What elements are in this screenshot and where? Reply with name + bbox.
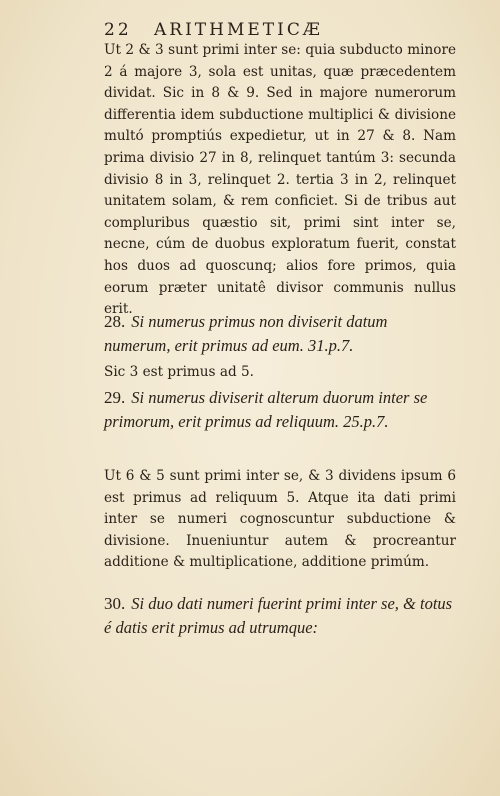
proposition-text: Si numerus diviserit alterum duorum inter se primorum, erit primus ad reliquum. 25.p.7. [104,388,428,431]
running-title: ARITHMETICÆ [154,20,323,40]
paragraph-3: Ut 6 & 5 sunt primi inter se, & 3 dividens ipsum 6 est primus ad reliquum 5. Atque ita dati primi inter se numeri cognoscuntur subductione & divisione. Inueniuntur autem & procreantur additione & multiplicatione, additione primúm. [104,468,456,571]
paragraph-2: Sic 3 est primus ad 5. [104,364,254,380]
proposition-30 [104,592,456,640]
proposition-28 [104,310,456,358]
proposition-text: Si duo dati numeri fuerint primi inter se, & totus é datis erit primus ad utrumque: [104,594,453,637]
proposition-text: Si numerus primus non diviserit datum numerum, erit primus ad eum. 31.p.7. [104,312,388,355]
proposition-number: 29. [104,388,126,407]
paragraph-1: Ut 2 & 3 sunt primi inter se: quia subducto minore 2 á majore 3, sola est unitas, quæ præcedentem dividat. Sic in 8 & 9. Sed in majore numerorum differentia idem subductione multiplici & divisione multó promptiús expedietur, ut in 27 & 8. Nam prima divisio 27 in 8, relinquet tantúm 3: secunda divisio 8 in 3, relinquet 2. tertia 3 in 2, relinquet unitatem solam, & rem conficiet. Si de tribus aut compluribus quæstio sit, primi sint inter se, necne, cúm de duobus exploratum fuerit, constat hos duos ad quoscunq; alios fore primos, quia eorum præter unitatê divisor communis nullus erit. [104,42,456,318]
proposition-29 [104,386,456,434]
proposition-number: 30. [104,594,126,613]
page-number: 22 [104,20,132,40]
proposition-number: 28. [104,312,126,331]
